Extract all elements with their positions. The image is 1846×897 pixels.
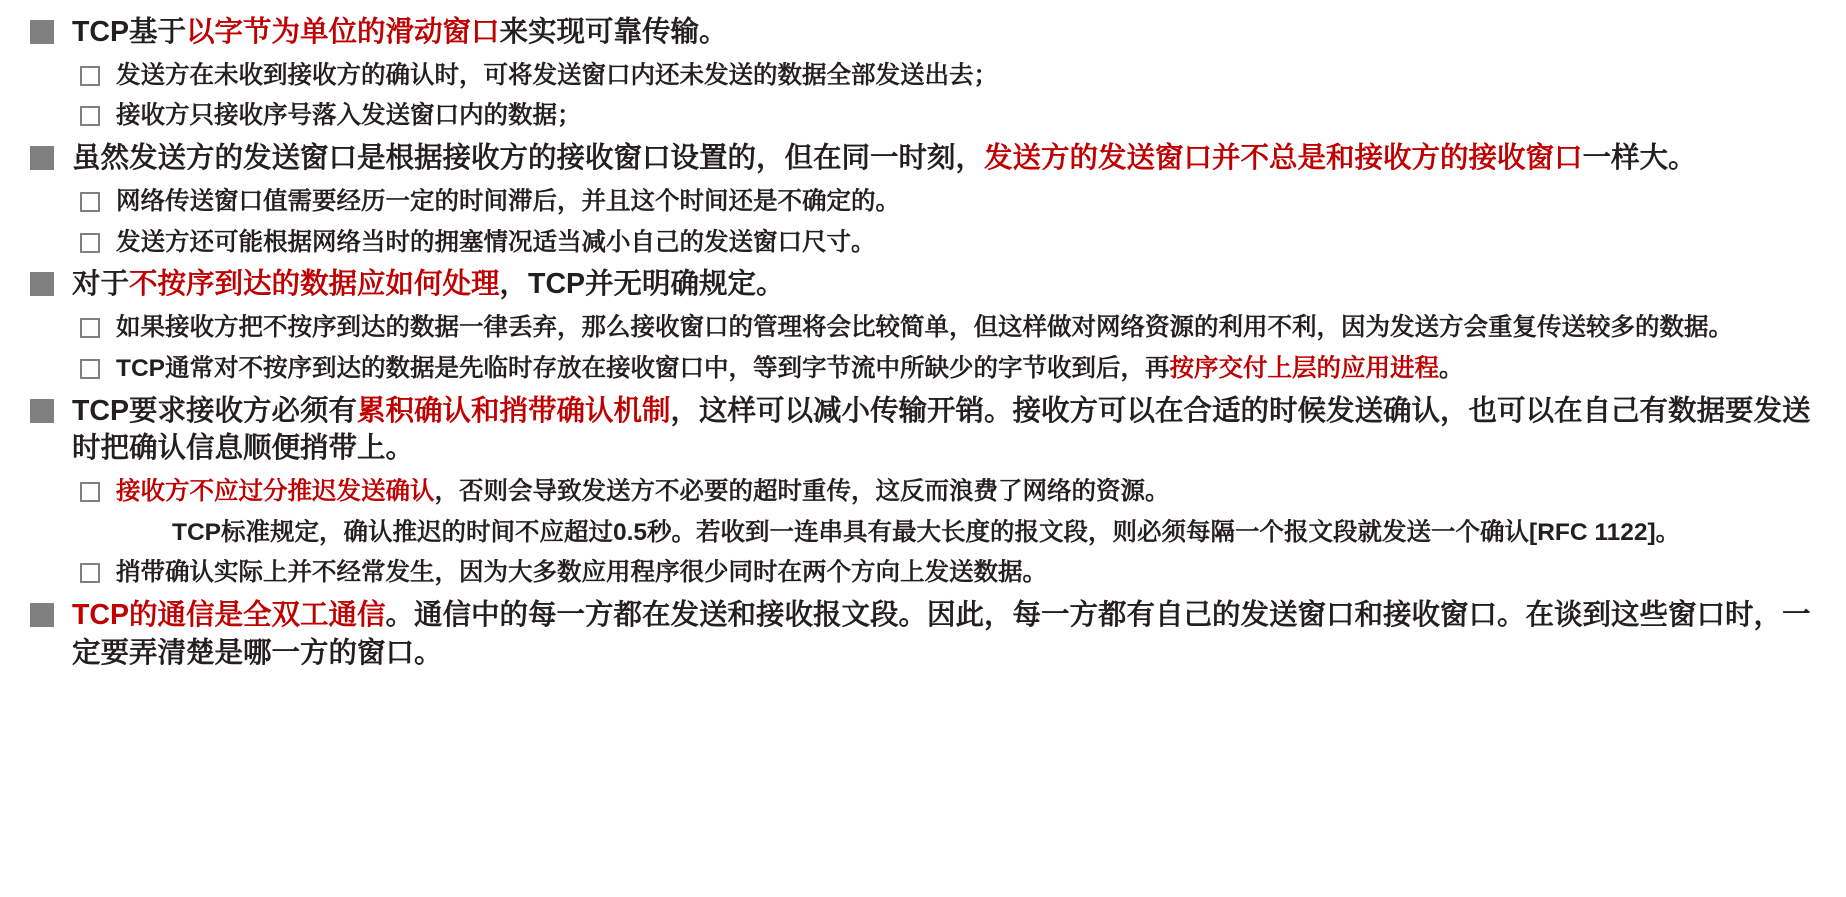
sender-can-send-all-unsent [116, 59, 1820, 93]
square-outline-bullet-icon [80, 563, 100, 583]
text-run: 一样大。 [1582, 142, 1697, 175]
text-run: 网络传送窗口值需要经历一定的时间滞后，并且这个时间还是不确定的。 [116, 187, 900, 215]
text-run: TCP的通信是全双工通信 [72, 599, 386, 632]
sliding-window-intro [72, 14, 1820, 52]
text-run: ，这样可以减小传输开销。接收方可以在合适的时候发送确认，也可以在自己有数据要发送时把确认信息顺便捎带上。 [72, 394, 1811, 465]
outline-item-level2 [26, 556, 1820, 590]
outline-item-level2 [26, 59, 1820, 93]
outline-item-level2 [26, 475, 1820, 509]
outline-item-level2 [26, 226, 1820, 260]
outline-item-level2 [26, 352, 1820, 386]
outline-item-level1 [26, 140, 1820, 178]
sender-may-shrink-window [116, 226, 1820, 260]
square-outline-bullet-icon [80, 233, 100, 253]
text-run: TCP通常对不按序到达的数据是先临时存放在接收窗口中，等到字节流中所缺少的字节收到后，再 [116, 354, 1170, 382]
square-bullet-icon [30, 20, 54, 44]
text-run: TCP要求接收方必须有 [72, 394, 358, 427]
text-run: 捎带确认实际上并不经常发生，因为大多数应用程序很少同时在两个方向上发送数据。 [116, 559, 1047, 587]
do-not-delay-ack [116, 475, 1820, 509]
text-run: 以字节为单位的滑动窗口 [186, 16, 500, 48]
text-run: 按序交付上层的应用进程 [1169, 354, 1439, 382]
square-outline-bullet-icon [80, 318, 100, 338]
text-run: TCP标准规定，确认推迟的时间不应超过0.5秒。若收到一连串具有最大长度的报文段，则必须每隔一个报文段就发送一个确认[RFC 1122]。 [172, 518, 1681, 546]
receiver-only-accepts-in-window [116, 99, 1820, 133]
square-outline-bullet-icon [80, 66, 100, 86]
text-run: 。通信中的每一方都在发送和接收报文段。因此，每一方都有自己的发送窗口和接收窗口。在谈到这些窗口时，一定要弄清楚是哪一方的窗口。 [72, 599, 1811, 669]
square-bullet-icon [30, 603, 54, 627]
square-outline-bullet-icon [80, 482, 100, 502]
outline-item-level1 [26, 597, 1820, 672]
ack-delay-standard [26, 516, 1820, 550]
outline-item-level2 [26, 185, 1820, 219]
text-run: ，TCP并无明确规定。 [499, 268, 785, 301]
out-of-order-no-spec [72, 266, 1820, 304]
outline-item-level1 [26, 14, 1820, 52]
square-bullet-icon [30, 399, 54, 423]
piggyback-rare [116, 556, 1820, 590]
transmission-delay-uncertain [116, 185, 1820, 219]
outline-item-level2 [26, 311, 1820, 345]
square-outline-bullet-icon [80, 106, 100, 126]
text-run: 接收方只接收序号落入发送窗口内的数据； [116, 102, 582, 130]
text-run: 来实现可靠传输。 [499, 16, 728, 48]
outline-item-level1 [26, 266, 1820, 304]
text-run: 发送方在未收到接收方的确认时，可将发送窗口内还未发送的数据全部发送出去； [116, 61, 998, 89]
text-run: 。 [1439, 354, 1464, 382]
text-run: 不按序到达的数据应如何处理 [129, 268, 500, 301]
square-outline-bullet-icon [80, 359, 100, 379]
cumulative-and-piggyback-ack [72, 393, 1820, 468]
text-run: ，否则会导致发送方不必要的超时重传，这反而浪费了网络的资源。 [434, 477, 1170, 505]
text-run: 虽然发送方的发送窗口是根据接收方的接收窗口设置的，但在同一时刻， [72, 142, 985, 175]
outline-item-level1 [26, 393, 1820, 468]
text-run: 接收方不应过分推迟发送确认 [116, 477, 435, 505]
text-run: 累积确认和捎带确认机制 [357, 394, 671, 427]
text-run: TCP基于 [72, 16, 187, 48]
discard-out-of-order-drawback [116, 311, 1820, 345]
send-window-not-always-equal [72, 140, 1820, 178]
text-run: 如果接收方把不按序到达的数据一律丢弃，那么接收窗口的管理将会比较简单，但这样做对网络资源的利用不利，因为发送方会重复传送较多的数据。 [116, 314, 1733, 342]
text-run: 对于 [72, 268, 130, 301]
square-bullet-icon [30, 146, 54, 170]
full-duplex-communication [72, 597, 1820, 672]
buffer-then-deliver-in-order [116, 352, 1820, 386]
text-run: 发送方的发送窗口并不总是和接收方的接收窗口 [984, 142, 1583, 175]
square-bullet-icon [30, 272, 54, 296]
outline-item-level2 [26, 99, 1820, 133]
text-run: 发送方还可能根据网络当时的拥塞情况适当减小自己的发送窗口尺寸。 [116, 228, 876, 256]
square-outline-bullet-icon [80, 192, 100, 212]
